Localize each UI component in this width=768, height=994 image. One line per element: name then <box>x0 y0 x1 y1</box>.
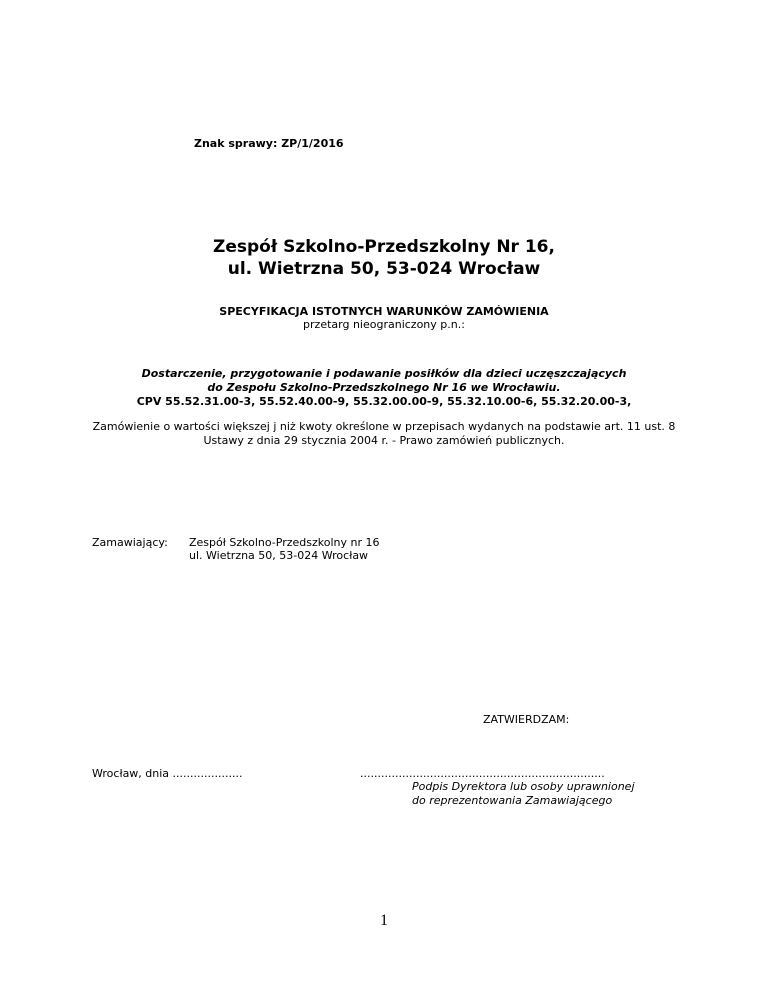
case-reference: Znak sprawy: ZP/1/2016 <box>194 137 344 150</box>
specification-heading: SPECYFIKACJA ISTOTNYCH WARUNKÓW ZAMÓWIENIA <box>219 305 549 318</box>
signature-caption-line-1: Podpis Dyrektora lub osoby uprawnionej <box>412 780 635 793</box>
page-number: 1 <box>380 912 388 929</box>
notice-line-1: Zamówienie o wartości większej j niż kwoty określone w przepisach wydanych na podstawie art. 11 ust. 8 <box>92 420 676 433</box>
specification-header <box>0 305 768 331</box>
institution-address: ul. Wietrzna 50, 53-024 Wrocław <box>227 259 541 279</box>
procedure-type: przetarg nieograniczony p.n.: <box>303 318 465 331</box>
notice-line-2: Ustawy z dnia 29 stycznia 2004 r. - Prawo zamówień publicznych. <box>203 434 565 447</box>
signature-line: ...................................................................... <box>360 767 605 780</box>
ordering-party-label: Zamawiający: <box>92 536 168 549</box>
cpv-codes: CPV 55.52.31.00-3, 55.52.40.00-9, 55.32.00.00-9, 55.32.10.00-6, 55.32.20.00-3, <box>136 395 632 408</box>
subject-line-2: do Zespołu Szkolno-Przedszkolnego Nr 16 we Wrocławiu. <box>207 381 561 394</box>
institution-title <box>0 236 768 280</box>
subject-line-1: Dostarczenie, przygotowanie i podawanie posiłków dla dzieci uczęszczających <box>141 367 627 380</box>
approval-label: ZATWIERDZAM: <box>483 713 570 726</box>
contract-subject <box>0 367 768 409</box>
signature-caption-line-2: do reprezentowania Zamawiającego <box>412 794 613 807</box>
signature-caption <box>412 780 635 808</box>
value-notice <box>0 420 768 448</box>
ordering-party-details <box>189 536 380 562</box>
ordering-party-name: Zespół Szkolno-Przedszkolny nr 16 <box>189 536 380 549</box>
institution-name: Zespół Szkolno-Przedszkolny Nr 16, <box>213 237 555 257</box>
city-date-line: Wrocław, dnia .................... <box>92 767 243 780</box>
ordering-party-address: ul. Wietrzna 50, 53-024 Wrocław <box>189 549 369 562</box>
